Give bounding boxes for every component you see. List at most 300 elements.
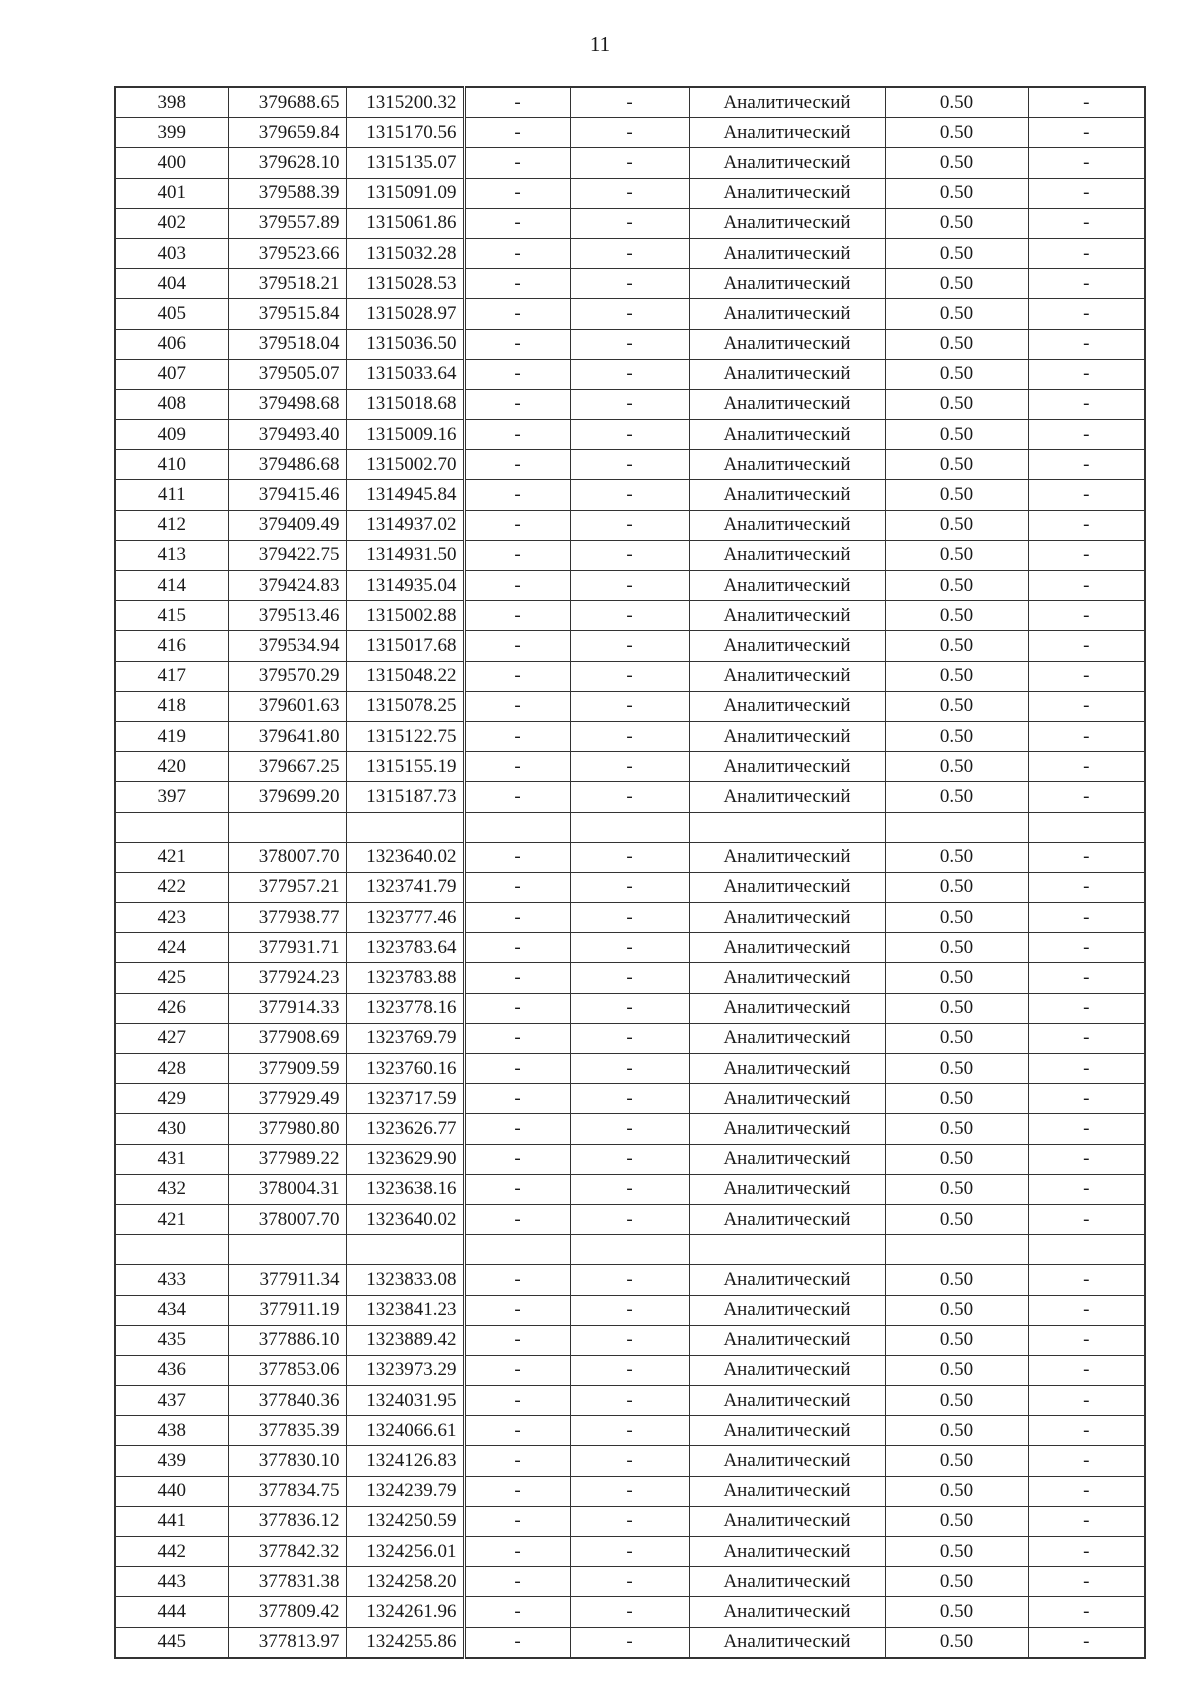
method-cell: Аналитический (689, 661, 885, 691)
col4-cell: - (464, 1476, 570, 1506)
x-coordinate-cell: 378007.70 (228, 1204, 346, 1234)
y-coordinate-cell: 1315036.50 (346, 329, 464, 359)
col5-cell: - (570, 299, 689, 329)
y-coordinate-cell: 1315091.09 (346, 178, 464, 208)
y-coordinate-cell: 1315048.22 (346, 661, 464, 691)
col5-cell: - (570, 661, 689, 691)
table-row (115, 510, 1145, 540)
point-number-cell: 408 (115, 389, 228, 419)
col5-cell: - (570, 389, 689, 419)
x-coordinate-cell: 379601.63 (228, 691, 346, 721)
accuracy-cell: 0.50 (885, 1204, 1028, 1234)
y-coordinate-cell: 1323973.29 (346, 1355, 464, 1385)
col4-cell: - (464, 1295, 570, 1325)
col4-cell: - (464, 269, 570, 299)
accuracy-cell: 0.50 (885, 238, 1028, 268)
accuracy-cell: 0.50 (885, 631, 1028, 661)
accuracy-cell: 0.50 (885, 1476, 1028, 1506)
col5-cell: - (570, 1355, 689, 1385)
accuracy-cell (885, 1235, 1028, 1265)
y-coordinate-cell: 1314935.04 (346, 571, 464, 601)
col5-cell: - (570, 1265, 689, 1295)
point-number-cell: 415 (115, 601, 228, 631)
method-cell: Аналитический (689, 842, 885, 872)
point-number-cell: 434 (115, 1295, 228, 1325)
col8-cell: - (1028, 269, 1145, 299)
method-cell: Аналитический (689, 631, 885, 661)
x-coordinate-cell: 377980.80 (228, 1114, 346, 1144)
col4-cell: - (464, 148, 570, 178)
col8-cell: - (1028, 359, 1145, 389)
col4-cell: - (464, 571, 570, 601)
accuracy-cell: 0.50 (885, 148, 1028, 178)
x-coordinate-cell: 377989.22 (228, 1144, 346, 1174)
col5-cell: - (570, 1084, 689, 1114)
table-row (115, 571, 1145, 601)
accuracy-cell: 0.50 (885, 721, 1028, 751)
point-number-cell: 438 (115, 1416, 228, 1446)
table-row (115, 963, 1145, 993)
col5-cell: - (570, 872, 689, 902)
table-row (115, 480, 1145, 510)
y-coordinate-cell: 1315135.07 (346, 148, 464, 178)
x-coordinate-cell: 379409.49 (228, 510, 346, 540)
col4-cell: - (464, 389, 570, 419)
col5-cell: - (570, 933, 689, 963)
method-cell: Аналитический (689, 1325, 885, 1355)
col4-cell (464, 812, 570, 842)
col4-cell: - (464, 1325, 570, 1355)
col8-cell: - (1028, 1355, 1145, 1385)
method-cell: Аналитический (689, 510, 885, 540)
y-coordinate-cell: 1323841.23 (346, 1295, 464, 1325)
accuracy-cell: 0.50 (885, 540, 1028, 570)
col8-cell: - (1028, 963, 1145, 993)
y-coordinate-cell: 1323760.16 (346, 1054, 464, 1084)
col5-cell (570, 1235, 689, 1265)
method-cell: Аналитический (689, 691, 885, 721)
accuracy-cell: 0.50 (885, 1174, 1028, 1204)
table-row (115, 1627, 1145, 1658)
point-number-cell: 403 (115, 238, 228, 268)
point-number-cell: 410 (115, 450, 228, 480)
accuracy-cell: 0.50 (885, 1537, 1028, 1567)
y-coordinate-cell: 1315002.88 (346, 601, 464, 631)
col4-cell: - (464, 1506, 570, 1536)
col4-cell: - (464, 1023, 570, 1053)
table-row (115, 1537, 1145, 1567)
accuracy-cell: 0.50 (885, 661, 1028, 691)
point-number-cell: 413 (115, 540, 228, 570)
y-coordinate-cell: 1323638.16 (346, 1174, 464, 1204)
col4-cell: - (464, 993, 570, 1023)
x-coordinate-cell: 377911.19 (228, 1295, 346, 1325)
col5-cell: - (570, 1537, 689, 1567)
col8-cell: - (1028, 1295, 1145, 1325)
x-coordinate-cell: 377914.33 (228, 993, 346, 1023)
method-cell: Аналитический (689, 872, 885, 902)
y-coordinate-cell: 1324066.61 (346, 1416, 464, 1446)
accuracy-cell: 0.50 (885, 903, 1028, 933)
point-number-cell: 416 (115, 631, 228, 661)
point-number-cell: 397 (115, 782, 228, 812)
x-coordinate-cell: 379523.66 (228, 238, 346, 268)
col5-cell: - (570, 752, 689, 782)
accuracy-cell: 0.50 (885, 752, 1028, 782)
col5-cell: - (570, 691, 689, 721)
accuracy-cell: 0.50 (885, 691, 1028, 721)
table-row (115, 1506, 1145, 1536)
method-cell: Аналитический (689, 118, 885, 148)
point-number-cell: 437 (115, 1386, 228, 1416)
table-row (115, 1446, 1145, 1476)
col4-cell: - (464, 1144, 570, 1174)
point-number-cell: 399 (115, 118, 228, 148)
table-row (115, 601, 1145, 631)
col5-cell: - (570, 601, 689, 631)
accuracy-cell: 0.50 (885, 1265, 1028, 1295)
col8-cell: - (1028, 87, 1145, 118)
x-coordinate-cell: 379518.21 (228, 269, 346, 299)
col8-cell: - (1028, 1174, 1145, 1204)
point-number-cell: 414 (115, 571, 228, 601)
y-coordinate-cell: 1323783.64 (346, 933, 464, 963)
accuracy-cell: 0.50 (885, 389, 1028, 419)
col4-cell: - (464, 1597, 570, 1627)
table-row (115, 450, 1145, 480)
col8-cell: - (1028, 329, 1145, 359)
col8-cell: - (1028, 540, 1145, 570)
col4-cell: - (464, 329, 570, 359)
point-number-cell: 426 (115, 993, 228, 1023)
col4-cell: - (464, 842, 570, 872)
col5-cell: - (570, 1416, 689, 1446)
table-row (115, 1084, 1145, 1114)
col5-cell: - (570, 782, 689, 812)
y-coordinate-cell: 1323640.02 (346, 1204, 464, 1234)
col8-cell: - (1028, 1476, 1145, 1506)
accuracy-cell: 0.50 (885, 933, 1028, 963)
col8-cell (1028, 1235, 1145, 1265)
col4-cell: - (464, 420, 570, 450)
col8-cell: - (1028, 389, 1145, 419)
method-cell: Аналитический (689, 1476, 885, 1506)
col8-cell: - (1028, 148, 1145, 178)
method-cell: Аналитический (689, 148, 885, 178)
col8-cell: - (1028, 178, 1145, 208)
accuracy-cell: 0.50 (885, 118, 1028, 148)
col5-cell: - (570, 480, 689, 510)
method-cell: Аналитический (689, 480, 885, 510)
col4-cell: - (464, 691, 570, 721)
point-number-cell: 419 (115, 721, 228, 751)
method-cell: Аналитический (689, 1537, 885, 1567)
x-coordinate-cell: 379588.39 (228, 178, 346, 208)
point-number-cell: 412 (115, 510, 228, 540)
col4-cell: - (464, 782, 570, 812)
x-coordinate-cell: 377842.32 (228, 1537, 346, 1567)
x-coordinate-cell (228, 1235, 346, 1265)
method-cell: Аналитический (689, 782, 885, 812)
table-row (115, 631, 1145, 661)
table-row (115, 1054, 1145, 1084)
col5-cell: - (570, 1597, 689, 1627)
col4-cell: - (464, 1355, 570, 1385)
accuracy-cell: 0.50 (885, 963, 1028, 993)
y-coordinate-cell: 1324239.79 (346, 1476, 464, 1506)
x-coordinate-cell: 379667.25 (228, 752, 346, 782)
y-coordinate-cell: 1315033.64 (346, 359, 464, 389)
x-coordinate-cell: 379424.83 (228, 571, 346, 601)
table-row (115, 691, 1145, 721)
x-coordinate-cell: 379505.07 (228, 359, 346, 389)
accuracy-cell: 0.50 (885, 872, 1028, 902)
table-row (115, 1386, 1145, 1416)
point-number-cell: 431 (115, 1144, 228, 1174)
y-coordinate-cell: 1323626.77 (346, 1114, 464, 1144)
accuracy-cell: 0.50 (885, 1084, 1028, 1114)
method-cell: Аналитический (689, 1446, 885, 1476)
y-coordinate-cell (346, 812, 464, 842)
point-number-cell: 439 (115, 1446, 228, 1476)
point-number-cell: 432 (115, 1174, 228, 1204)
y-coordinate-cell: 1324261.96 (346, 1597, 464, 1627)
x-coordinate-cell: 379659.84 (228, 118, 346, 148)
col5-cell: - (570, 963, 689, 993)
method-cell: Аналитический (689, 87, 885, 118)
col8-cell: - (1028, 752, 1145, 782)
method-cell: Аналитический (689, 1265, 885, 1295)
accuracy-cell: 0.50 (885, 208, 1028, 238)
x-coordinate-cell: 379688.65 (228, 87, 346, 118)
method-cell: Аналитический (689, 359, 885, 389)
y-coordinate-cell: 1324255.86 (346, 1627, 464, 1658)
col5-cell: - (570, 1023, 689, 1053)
method-cell: Аналитический (689, 1627, 885, 1658)
method-cell: Аналитический (689, 903, 885, 933)
point-number-cell: 411 (115, 480, 228, 510)
col5-cell: - (570, 540, 689, 570)
col5-cell: - (570, 269, 689, 299)
col4-cell: - (464, 963, 570, 993)
col5-cell: - (570, 903, 689, 933)
col5-cell: - (570, 178, 689, 208)
col4-cell: - (464, 631, 570, 661)
col5-cell: - (570, 993, 689, 1023)
col4-cell (464, 1235, 570, 1265)
x-coordinate-cell: 377911.34 (228, 1265, 346, 1295)
point-number-cell: 436 (115, 1355, 228, 1385)
point-number-cell: 435 (115, 1325, 228, 1355)
accuracy-cell: 0.50 (885, 87, 1028, 118)
accuracy-cell: 0.50 (885, 1416, 1028, 1446)
col5-cell: - (570, 1325, 689, 1355)
method-cell: Аналитический (689, 450, 885, 480)
table-row (115, 1597, 1145, 1627)
col4-cell: - (464, 1567, 570, 1597)
table-row (115, 238, 1145, 268)
accuracy-cell: 0.50 (885, 269, 1028, 299)
x-coordinate-cell: 379486.68 (228, 450, 346, 480)
col8-cell (1028, 812, 1145, 842)
table-row (115, 782, 1145, 812)
table-row (115, 299, 1145, 329)
table-row (115, 752, 1145, 782)
col5-cell (570, 812, 689, 842)
x-coordinate-cell: 377957.21 (228, 872, 346, 902)
method-cell: Аналитический (689, 178, 885, 208)
col5-cell: - (570, 510, 689, 540)
page-number: 11 (589, 32, 611, 56)
accuracy-cell: 0.50 (885, 450, 1028, 480)
x-coordinate-cell: 379628.10 (228, 148, 346, 178)
x-coordinate-cell: 377840.36 (228, 1386, 346, 1416)
accuracy-cell: 0.50 (885, 1627, 1028, 1658)
y-coordinate-cell: 1315009.16 (346, 420, 464, 450)
point-number-cell: 445 (115, 1627, 228, 1658)
x-coordinate-cell: 379557.89 (228, 208, 346, 238)
col4-cell: - (464, 1416, 570, 1446)
col4-cell: - (464, 540, 570, 570)
table-body (115, 87, 1145, 1658)
y-coordinate-cell: 1324256.01 (346, 1537, 464, 1567)
method-cell: Аналитический (689, 1174, 885, 1204)
accuracy-cell: 0.50 (885, 1023, 1028, 1053)
col5-cell: - (570, 1567, 689, 1597)
table-row (115, 1023, 1145, 1053)
col8-cell: - (1028, 299, 1145, 329)
point-number-cell: 429 (115, 1084, 228, 1114)
x-coordinate-cell (228, 812, 346, 842)
x-coordinate-cell: 379513.46 (228, 601, 346, 631)
point-number-cell: 425 (115, 963, 228, 993)
col8-cell: - (1028, 1567, 1145, 1597)
y-coordinate-cell: 1323783.88 (346, 963, 464, 993)
table-row (115, 721, 1145, 751)
col4-cell: - (464, 450, 570, 480)
x-coordinate-cell: 377938.77 (228, 903, 346, 933)
y-coordinate-cell: 1315187.73 (346, 782, 464, 812)
col5-cell: - (570, 238, 689, 268)
x-coordinate-cell: 379699.20 (228, 782, 346, 812)
point-number-cell: 420 (115, 752, 228, 782)
y-coordinate-cell: 1315018.68 (346, 389, 464, 419)
col8-cell: - (1028, 1416, 1145, 1446)
col4-cell: - (464, 1114, 570, 1144)
table-row (115, 993, 1145, 1023)
point-number-cell: 430 (115, 1114, 228, 1144)
x-coordinate-cell: 379641.80 (228, 721, 346, 751)
y-coordinate-cell: 1315078.25 (346, 691, 464, 721)
table-row (115, 842, 1145, 872)
col8-cell: - (1028, 1054, 1145, 1084)
col4-cell: - (464, 510, 570, 540)
x-coordinate-cell: 379493.40 (228, 420, 346, 450)
method-cell: Аналитический (689, 1144, 885, 1174)
method-cell: Аналитический (689, 1114, 885, 1144)
table-separator-row (115, 812, 1145, 842)
point-number-cell: 407 (115, 359, 228, 389)
table-row (115, 1114, 1145, 1144)
x-coordinate-cell: 379534.94 (228, 631, 346, 661)
col5-cell: - (570, 1627, 689, 1658)
col8-cell: - (1028, 1265, 1145, 1295)
x-coordinate-cell: 377931.71 (228, 933, 346, 963)
col4-cell: - (464, 872, 570, 902)
y-coordinate-cell: 1314945.84 (346, 480, 464, 510)
col8-cell: - (1028, 993, 1145, 1023)
accuracy-cell: 0.50 (885, 571, 1028, 601)
x-coordinate-cell: 379422.75 (228, 540, 346, 570)
col4-cell: - (464, 661, 570, 691)
col8-cell: - (1028, 1204, 1145, 1234)
col5-cell: - (570, 450, 689, 480)
col8-cell: - (1028, 1084, 1145, 1114)
col4-cell: - (464, 1537, 570, 1567)
table-row (115, 1567, 1145, 1597)
col4-cell: - (464, 601, 570, 631)
col8-cell: - (1028, 1386, 1145, 1416)
accuracy-cell: 0.50 (885, 1355, 1028, 1385)
table-row (115, 118, 1145, 148)
method-cell: Аналитический (689, 993, 885, 1023)
table-row (115, 420, 1145, 450)
col4-cell: - (464, 87, 570, 118)
x-coordinate-cell: 377813.97 (228, 1627, 346, 1658)
accuracy-cell: 0.50 (885, 420, 1028, 450)
table-row (115, 1416, 1145, 1446)
y-coordinate-cell: 1315028.97 (346, 299, 464, 329)
point-number-cell: 417 (115, 661, 228, 691)
col8-cell: - (1028, 571, 1145, 601)
accuracy-cell: 0.50 (885, 1597, 1028, 1627)
col8-cell: - (1028, 450, 1145, 480)
coordinates-table (114, 86, 1146, 1659)
y-coordinate-cell: 1323769.79 (346, 1023, 464, 1053)
point-number-cell: 400 (115, 148, 228, 178)
col5-cell: - (570, 1054, 689, 1084)
y-coordinate-cell: 1323778.16 (346, 993, 464, 1023)
table-row (115, 269, 1145, 299)
col5-cell: - (570, 1204, 689, 1234)
x-coordinate-cell: 378004.31 (228, 1174, 346, 1204)
x-coordinate-cell: 379518.04 (228, 329, 346, 359)
method-cell: Аналитический (689, 1295, 885, 1325)
col5-cell: - (570, 87, 689, 118)
x-coordinate-cell: 377809.42 (228, 1597, 346, 1627)
col4-cell: - (464, 933, 570, 963)
col8-cell: - (1028, 601, 1145, 631)
col8-cell: - (1028, 1537, 1145, 1567)
method-cell: Аналитический (689, 540, 885, 570)
table-row (115, 389, 1145, 419)
col8-cell: - (1028, 1114, 1145, 1144)
col5-cell: - (570, 1174, 689, 1204)
accuracy-cell: 0.50 (885, 1054, 1028, 1084)
y-coordinate-cell: 1314931.50 (346, 540, 464, 570)
accuracy-cell: 0.50 (885, 510, 1028, 540)
col4-cell: - (464, 178, 570, 208)
method-cell: Аналитический (689, 1597, 885, 1627)
point-number-cell: 424 (115, 933, 228, 963)
col8-cell: - (1028, 691, 1145, 721)
y-coordinate-cell: 1323629.90 (346, 1144, 464, 1174)
col5-cell: - (570, 1386, 689, 1416)
table-row (115, 1355, 1145, 1385)
y-coordinate-cell: 1315061.86 (346, 208, 464, 238)
point-number-cell: 422 (115, 872, 228, 902)
accuracy-cell (885, 812, 1028, 842)
